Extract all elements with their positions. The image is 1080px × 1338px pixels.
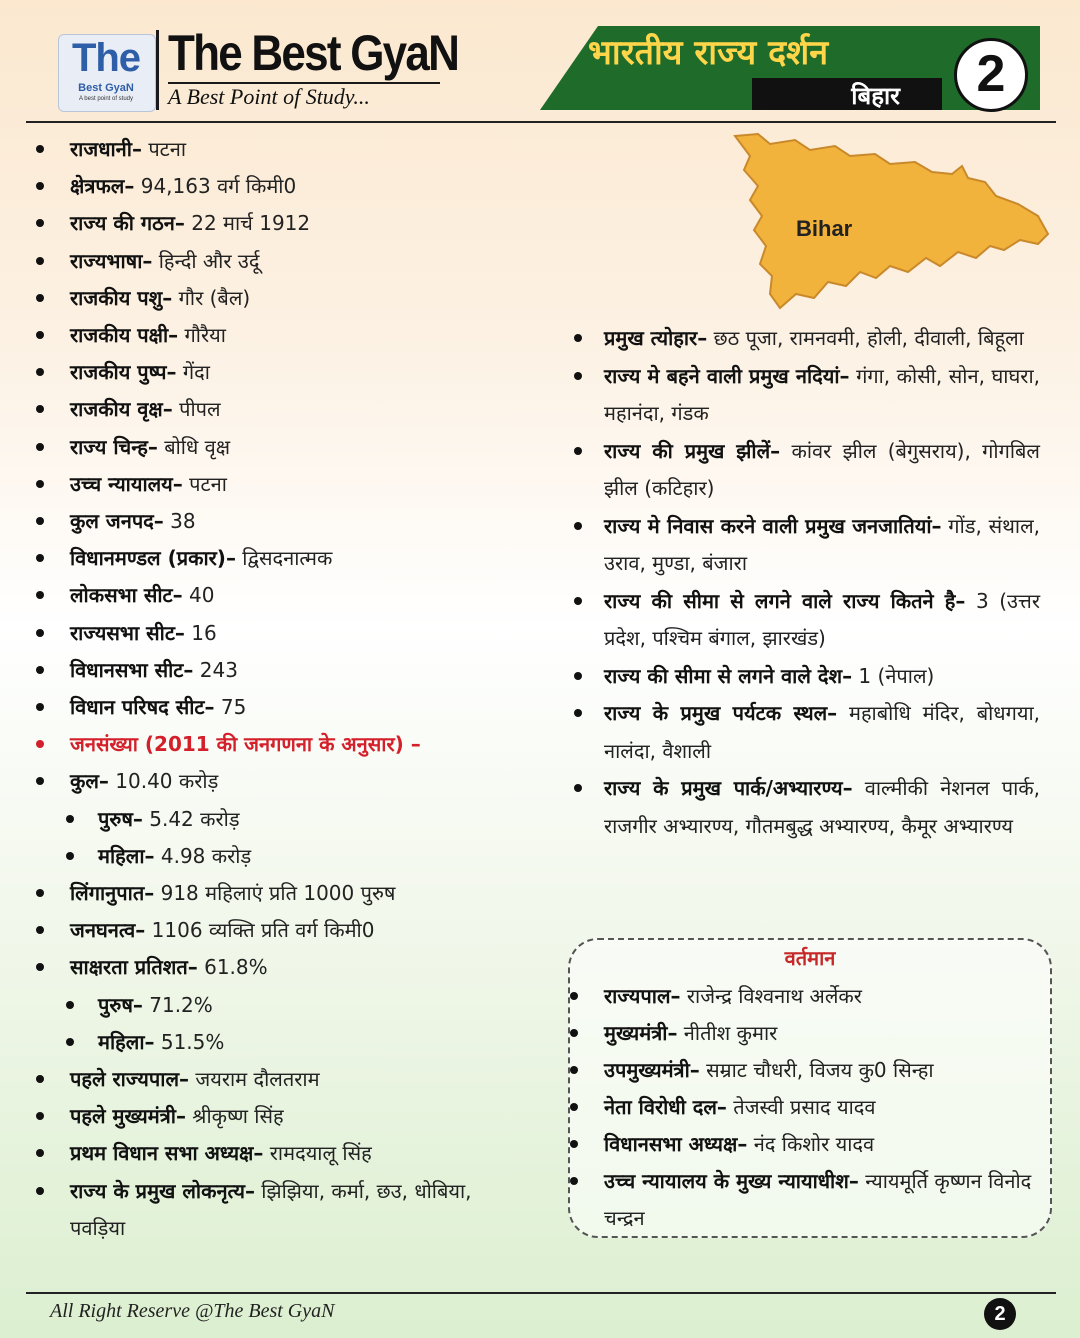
bullet-icon [570, 992, 578, 1000]
banner-title: भारतीय राज्य दर्शन [588, 33, 829, 73]
item-key: विधानमण्डल (प्रकार)– [70, 546, 236, 571]
bullet-icon [36, 666, 44, 674]
list-item [70, 429, 540, 466]
bullet-icon [36, 1187, 44, 1195]
item-value: राजेन्द्र विश्वनाथ अर्लेकर [680, 984, 862, 1008]
item-value: 61.8% [197, 955, 268, 980]
list-item [70, 689, 540, 726]
list-item [604, 1089, 1034, 1126]
item-key: क्षेत्रफल– [70, 174, 135, 199]
logo-the-text: The [71, 36, 141, 80]
item-value: हिन्दी और उर्दू [152, 248, 260, 273]
item-key: विधानसभा अध्यक्ष– [604, 1132, 748, 1156]
bullet-icon [36, 629, 44, 637]
item-key: विधान परिषद सीट– [70, 695, 215, 720]
item-value: 16 [184, 620, 217, 645]
item-key: राज्यभाषा– [70, 248, 153, 273]
item-key: उच्च न्यायालय के मुख्य न्यायाधीश– [604, 1169, 859, 1193]
item-value: 94,163 वर्ग किमी0 [134, 174, 297, 199]
list-item [604, 1163, 1034, 1237]
item-key: जनघनत्व– [70, 918, 146, 943]
item-key: राज्य मे निवास करने वाली प्रमुख जनजातियां– [604, 513, 942, 538]
item-value: गेंदा [176, 360, 210, 385]
item-key: पुरुष– [98, 992, 143, 1017]
brand-tagline: A Best Point of Study... [168, 84, 370, 109]
item-value: पटना [141, 137, 187, 161]
list-item [70, 131, 540, 168]
item-key: राज्य चिन्ह– [70, 434, 158, 459]
brand-title: The Best GyaN [168, 25, 459, 81]
bullet-icon [36, 1149, 44, 1157]
list-item [604, 658, 1040, 696]
item-key: राज्य के प्रमुख लोकनृत्य– [70, 1178, 255, 1203]
current-box-title: वर्तमान [784, 946, 836, 970]
bullet-icon [36, 963, 44, 971]
list-item [604, 433, 1040, 508]
item-value: रामदयालू सिंह [263, 1141, 372, 1166]
item-key: राजकीय पुष्प– [70, 360, 177, 385]
header-divider [26, 121, 1056, 123]
bullet-icon [36, 145, 44, 153]
sub-list-item [70, 801, 540, 838]
bullet-icon [574, 672, 582, 680]
item-value: गंगा, कोसी, सोन, घाघरा, महानंदा, गंडक [604, 363, 1041, 425]
item-key: प्रमुख त्योहार– [604, 326, 708, 350]
item-value: कांवर झील (बेगुसराय), गोगबिल झील (कटिहार) [604, 438, 1040, 500]
bullet-icon [574, 447, 582, 455]
list-item [604, 1052, 1034, 1089]
bullet-icon [36, 740, 44, 748]
list-item [70, 1061, 540, 1098]
list-item [70, 243, 540, 280]
item-value: 40 [182, 583, 215, 608]
item-key: विधानसभा सीट– [70, 657, 194, 682]
list-item [604, 695, 1040, 770]
bullet-icon [36, 368, 44, 376]
list-item [70, 875, 540, 912]
list-item [70, 503, 540, 540]
list-item [604, 508, 1040, 583]
item-value: न्यायमूर्ति कृष्णन विनोद चन्द्रन [604, 1169, 1032, 1230]
item-value: 38 [163, 509, 196, 534]
list-item [70, 1173, 512, 1247]
list-item [70, 1098, 540, 1135]
item-value: 5.42 करोड़ [142, 806, 240, 831]
list-item [70, 615, 540, 652]
bullet-icon [36, 294, 44, 302]
footer-copyright: All Right Reserve @The Best GyaN [50, 1300, 335, 1322]
item-value: पटना [182, 471, 227, 496]
page-header [0, 0, 1080, 122]
bullet-icon [36, 926, 44, 934]
bullet-icon [36, 257, 44, 265]
bullet-icon [66, 1038, 74, 1046]
item-value: 3 (उत्तर प्रदेश, पश्चिम बंगाल, झारखंड) [604, 588, 1040, 650]
item-value: सम्राट चौधरी, विजय कु0 सिन्हा [699, 1058, 934, 1082]
bullet-icon [36, 405, 44, 413]
list-item-heading [70, 726, 540, 763]
item-key: राजकीय पक्षी– [70, 323, 179, 348]
list-item [604, 770, 1040, 845]
list-item [604, 583, 1040, 658]
bullet-icon [36, 331, 44, 339]
bullet-icon [36, 777, 44, 785]
item-key: प्रथम विधान सभा अध्यक्ष– [70, 1141, 264, 1166]
bullet-icon [36, 703, 44, 711]
bullet-icon [36, 219, 44, 227]
bullet-icon [36, 182, 44, 190]
item-key: कुल– [70, 769, 109, 794]
bullet-icon [574, 334, 582, 342]
list-item [70, 317, 540, 354]
item-value: 1106 व्यक्ति प्रति वर्ग किमी0 [145, 918, 375, 943]
item-key: राज्य की प्रमुख झीलें– [604, 438, 781, 463]
list-item [70, 168, 540, 205]
item-value: बोधि वृक्ष [157, 434, 231, 459]
bihar-map-shape [735, 134, 1048, 308]
bullet-icon [574, 522, 582, 530]
bullet-icon [66, 815, 74, 823]
item-key: राज्य की गठन– [70, 211, 185, 236]
item-key: नेता विरोधी दल– [604, 1095, 727, 1119]
item-key: उपमुख्यमंत्री– [604, 1058, 700, 1082]
list-item [604, 320, 1040, 358]
item-value: 4.98 करोड़ [154, 843, 252, 868]
item-key: राज्यसभा सीट– [70, 620, 185, 645]
list-item [70, 949, 540, 986]
item-value: झिझिया, कर्मा, छउ, धोबिया, पवड़िया [70, 1178, 472, 1240]
item-key: साक्षरता प्रतिशत– [70, 955, 198, 980]
item-value: जयराम दौलतराम [189, 1067, 320, 1092]
item-value: 22 मार्च 1912 [184, 211, 311, 236]
list-item [70, 652, 540, 689]
item-key: राज्य की सीमा से लगने वाले राज्य कितने है– [604, 588, 966, 613]
item-value: द्विसदनात्मक [235, 546, 333, 571]
list-item [70, 280, 540, 317]
current-officials-list [604, 978, 1034, 1237]
list-item [604, 1015, 1034, 1052]
item-value: 918 महिलाएं प्रति 1000 पुरुष [154, 881, 396, 906]
bullet-icon [570, 1177, 578, 1185]
item-value: तेजस्वी प्रसाद यादव [726, 1095, 876, 1119]
item-key: पहले राज्यपाल– [70, 1067, 190, 1092]
list-item [70, 540, 540, 577]
bullet-icon [574, 709, 582, 717]
item-value: पीपल [172, 397, 221, 422]
list-item [604, 1126, 1034, 1163]
list-item [604, 358, 1040, 433]
item-value: श्रीकृष्ण सिंह [185, 1104, 284, 1129]
list-item [70, 354, 540, 391]
logo-tagline: A best point of study [78, 96, 134, 102]
bullet-icon [570, 1103, 578, 1111]
bullet-icon [570, 1066, 578, 1074]
item-key: महिला– [98, 843, 155, 868]
footer-page-number: 2 [984, 1298, 1016, 1330]
sub-list-item [70, 838, 540, 875]
item-key: राज्य के प्रमुख पार्क/अभ्यारण्य– [604, 776, 853, 800]
map-label: Bihar [796, 216, 853, 241]
list-item [604, 978, 1034, 1015]
brand-divider [156, 30, 159, 110]
item-key: राजकीय वृक्ष– [70, 397, 173, 422]
item-value: 1 (नेपाल) [852, 663, 935, 688]
list-item [70, 577, 540, 614]
item-key: कुल जनपद– [70, 509, 164, 534]
sub-list-item [70, 1024, 540, 1061]
bullet-icon [36, 1075, 44, 1083]
item-key: राज्य की सीमा से लगने वाले देश– [604, 663, 853, 688]
item-key: उच्च न्यायालय– [70, 471, 183, 496]
bullet-icon [574, 784, 582, 792]
item-key: लिंगानुपात– [70, 881, 155, 906]
item-value: गौरैया [178, 323, 226, 348]
bullet-icon [36, 1112, 44, 1120]
item-value: गोंड, संथाल, उराव, मुण्डा, बंजारा [604, 513, 1040, 575]
bullet-icon [36, 889, 44, 897]
left-facts-list [70, 131, 540, 1247]
sub-list-item [70, 987, 540, 1024]
item-value: 51.5% [154, 1029, 225, 1054]
brand-logo [36, 30, 154, 112]
item-value: 75 [214, 695, 247, 720]
bullet-icon [574, 372, 582, 380]
item-value: महाबोधि मंदिर, बोधगया, नालंदा, वैशाली [604, 701, 1041, 763]
bullet-icon [36, 591, 44, 599]
list-item [70, 912, 540, 949]
item-value: नीतीश कुमार [677, 1021, 778, 1045]
page-number-badge: 2 [954, 38, 1028, 112]
item-key: राज्यपाल– [604, 984, 681, 1008]
item-key: मुख्यमंत्री– [604, 1021, 678, 1045]
item-key: राजधानी– [70, 137, 142, 161]
logo-subtitle: Best GyaN [78, 82, 134, 94]
item-key: लोकसभा सीट– [70, 583, 183, 608]
item-key: राजकीय पशु– [70, 285, 173, 310]
bullet-icon [36, 443, 44, 451]
item-key: पहले मुख्यमंत्री– [70, 1104, 186, 1129]
item-key: राज्य के प्रमुख पर्यटक स्थल– [604, 701, 838, 725]
bullet-icon [66, 1001, 74, 1009]
bullet-icon [36, 480, 44, 488]
bullet-icon [36, 517, 44, 525]
list-item [70, 763, 540, 800]
banner-subtitle-box [752, 78, 942, 110]
item-value: गौर (बैल) [172, 285, 251, 310]
list-item [70, 205, 540, 242]
item-value: नंद किशोर यादव [747, 1132, 875, 1156]
item-value: छठ पूजा, रामनवमी, होली, दीवाली, बिहूला [707, 326, 1024, 350]
item-value: 71.2% [142, 992, 213, 1017]
list-item [70, 1135, 540, 1172]
bihar-map [700, 126, 1060, 326]
bullet-icon [570, 1029, 578, 1037]
banner-subtitle: बिहार [851, 82, 900, 110]
right-facts-list [604, 320, 1040, 845]
item-key: जनसंख्या (2011 की जनगणना के अनुसार) – [70, 732, 421, 757]
list-item [70, 391, 540, 428]
item-value: 10.40 करोड़ [108, 769, 219, 794]
bullet-icon [574, 597, 582, 605]
item-key: पुरुष– [98, 806, 143, 831]
list-item [70, 466, 540, 503]
bullet-icon [570, 1140, 578, 1148]
item-key: राज्य मे बहने वाली प्रमुख नदियां– [604, 363, 850, 388]
footer-divider [26, 1292, 1056, 1294]
item-key: महिला– [98, 1029, 155, 1054]
bullet-icon [66, 852, 74, 860]
item-value: 243 [193, 657, 238, 682]
item-value: वाल्मीकी नेशनल पार्क, राजगीर अभ्यारण्य, गौतमबुद्ध अभ्यारण्य, कैमूर अभ्यारण्य [604, 776, 1040, 838]
bullet-icon [36, 554, 44, 562]
